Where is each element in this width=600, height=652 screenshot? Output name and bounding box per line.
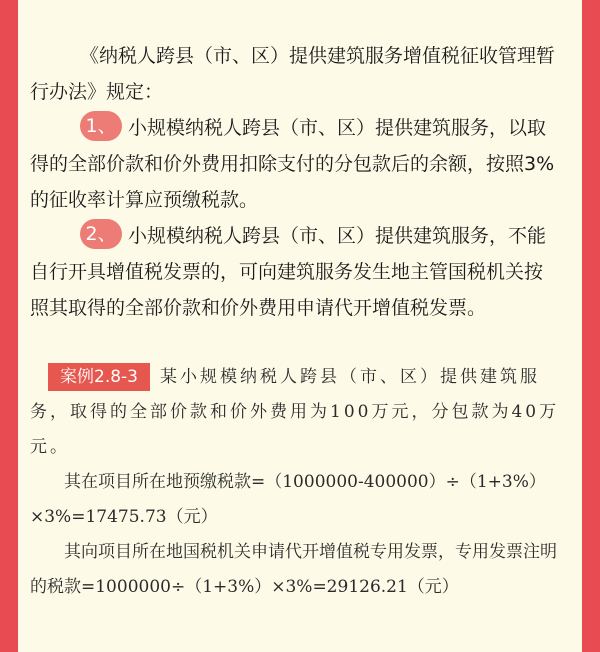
regulation-item-2 [30, 218, 560, 326]
case-calc-invoice: 其向项目所在地国税机关申请代开增值税专用发票，专用发票注明的税款=1000000÷（1+3%）×3%=29126.21（元） [30, 542, 557, 597]
item-number-badge: 1、 [80, 111, 122, 141]
item-number-badge: 2、 [80, 219, 122, 249]
regulation-item-text: 小规模纳税人跨县（市、区）提供建筑服务，不能自行开具增值税发票的，可向建筑服务发生地主管国税机关按照其取得的全部价款和价外费用申请代开增值税发票。 [30, 225, 547, 319]
regulation-intro: 《纳税人跨县（市、区）提供建筑服务增值税征收管理暂行办法》规定： [30, 45, 556, 103]
case-section [30, 360, 560, 605]
case-description [30, 360, 560, 465]
regulation-item-1 [30, 110, 560, 218]
regulation-section [30, 38, 560, 326]
case-badge: 案例2.8-3 [48, 363, 150, 391]
case-calc-prepay: 其在项目所在地预缴税款=（1000000-400000）÷（1+3%）×3%=17475.73（元） [30, 472, 546, 527]
case-text: 某小规模纳税人跨县（市、区）提供建筑服务，取得的全部价款和价外费用为100万元，分包款为40万元。 [30, 367, 560, 457]
regulation-item-text: 小规模纳税人跨县（市、区）提供建筑服务，以取得的全部价款和价外费用扣除支付的分包款后的余额，按照3%的征收率计算应预缴税款。 [30, 117, 555, 211]
